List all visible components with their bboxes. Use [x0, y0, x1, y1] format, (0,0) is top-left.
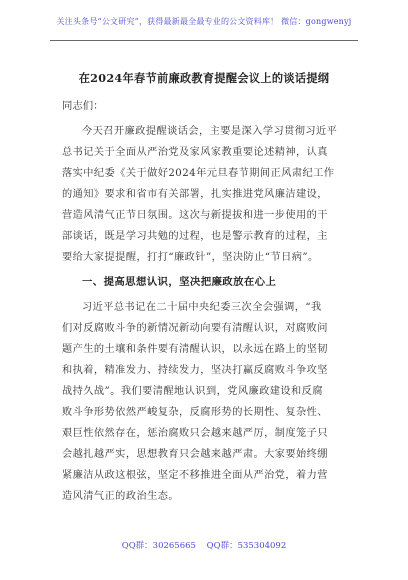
- paragraph-line: 战持久战”。我们要清醒地认识到，党风廉政建设和反腐: [62, 386, 323, 397]
- paragraph-line: 题产生的土壤和条件要有清醒认识，以永远在路上的坚韧: [62, 344, 328, 355]
- document-title: 在2024年春节前廉政教育提醒会议上的谈话提纲: [78, 71, 330, 85]
- paragraph-line: 造风清气正的政治生态。: [62, 491, 180, 502]
- footer-qq-group-1: QQ群：30265665: [121, 541, 196, 551]
- salutation: 同志们：: [62, 100, 104, 112]
- paragraph-line: 的通知》要求和省市有关部署，扎实推进党风廉洁建设，: [62, 189, 328, 200]
- paragraph-line: 落实中纪委《关于做好2024年元旦春节期间正风肃纪工作: [62, 168, 335, 179]
- page-footer: [0, 539, 408, 551]
- paragraph-line: 和执着，精准发力、持续发力，坚决打赢反腐败斗争攻坚: [62, 365, 328, 376]
- paragraph-line: 部谈话，既是学习共勉的过程，也是警示教育的过程，主: [62, 231, 328, 242]
- paragraph-line: 们对反腐败斗争的新情况新动向要有清醒认识，对腐败问: [62, 323, 328, 334]
- section-heading-1: 一、提高思想认识，坚决把廉政放在心上: [82, 276, 277, 288]
- paragraph-line: 艰巨性依然存在，惩治腐败只会越来越严厉，制度笼子只: [62, 428, 328, 439]
- paragraph-line: 营造风清气正节日氛围。这次与新提拔和进一步使用的干: [62, 210, 328, 221]
- footer-qq-group-2: QQ群：535304092: [206, 541, 287, 551]
- paragraph-line: 要给大家提提醒，打打“廉政针”，坚决防止“节日病”。: [62, 252, 319, 263]
- paragraph-line: 败斗争形势依然严峻复杂，反腐形势的长期性、复杂性、: [62, 407, 328, 418]
- paragraph-line: 紧廉洁从政这根弦，坚定不移推进全面从严治党，着力营: [62, 470, 328, 481]
- paragraph-line: 总书记关于全面从严治党及家风家教重要论述精神，认真: [62, 147, 328, 158]
- paragraph-line: 今天召开廉政提醒谈话会，主要是深入学习贯彻习近平: [82, 126, 338, 137]
- paragraph-line: 会越扎越严实，思想教育只会越来越严肃。大家要始终绷: [62, 449, 328, 460]
- header-divider: [50, 40, 358, 41]
- promo-banner: 关注头条号“公文研究”，获得最新最全最专业的公文资料库！ 微信：gongwenyj: [56, 17, 352, 26]
- paragraph-line: 习近平总书记在二十届中央纪委三次全会强调，“我: [82, 302, 322, 313]
